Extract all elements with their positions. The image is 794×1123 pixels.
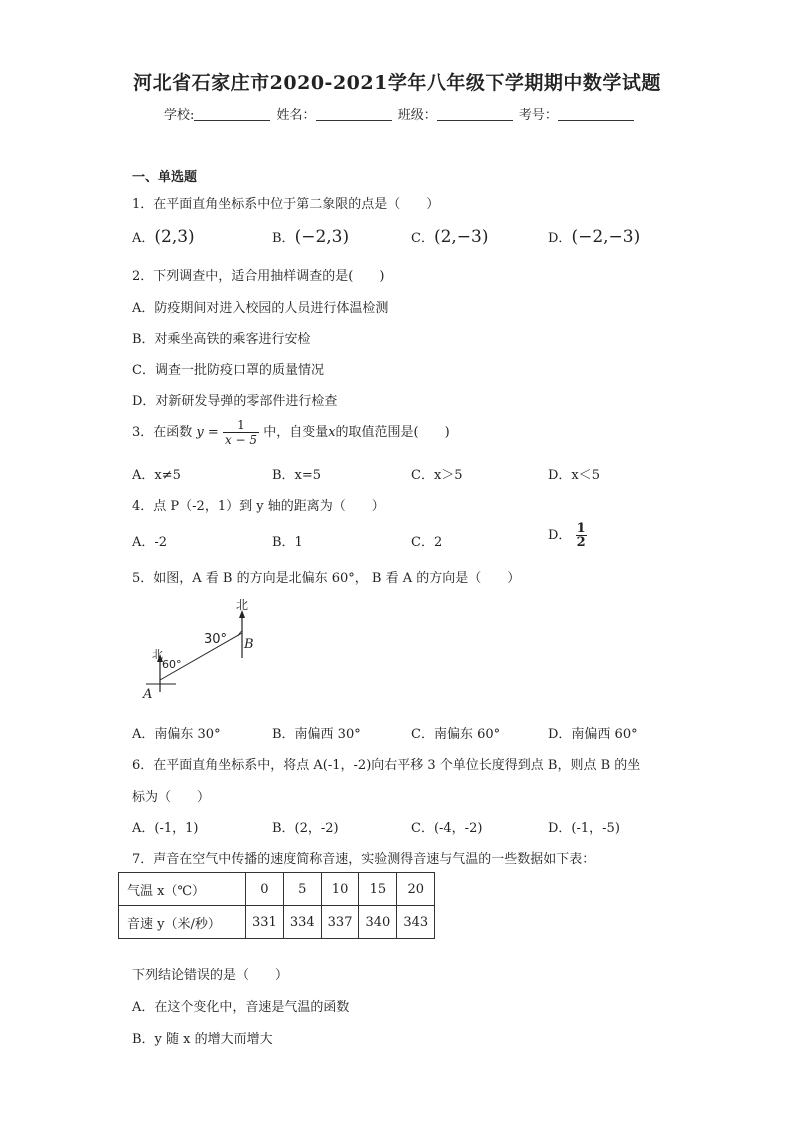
id-blank[interactable] bbox=[558, 108, 634, 121]
q5-option-b: B．南偏西 30° bbox=[272, 727, 361, 742]
q6-option-c: C．(-4，-2) bbox=[411, 821, 483, 836]
class-label: 班级： bbox=[397, 108, 437, 123]
north-label-bottom: 北 bbox=[152, 648, 163, 661]
q7-option-a: A．在这个变化中，音速是气温的函数 bbox=[132, 1000, 350, 1015]
table-row bbox=[119, 873, 435, 906]
table-cell: 15 bbox=[359, 873, 397, 906]
q1-stem: 1．在平面直角坐标系中位于第二象限的点是（ ） bbox=[132, 197, 440, 212]
q3-frac-numerator: 1 bbox=[223, 418, 259, 433]
q1-c-value: (2,−3) bbox=[433, 227, 489, 247]
table-cell: 331 bbox=[246, 906, 284, 939]
q3-frac-denominator: x − 5 bbox=[224, 433, 258, 447]
table-cell: 334 bbox=[283, 906, 321, 939]
ab-segment bbox=[160, 633, 242, 680]
angle-label-30: 30° bbox=[204, 632, 228, 647]
section-heading: 一、单选题 bbox=[132, 170, 198, 185]
point-b-label: B bbox=[244, 637, 254, 652]
q6-stem-line2: 标为（ ） bbox=[132, 790, 211, 805]
name-blank[interactable] bbox=[316, 108, 392, 121]
q1-option-b bbox=[272, 227, 349, 247]
q4-d-label: D． bbox=[548, 528, 572, 543]
q3-stem-pre: 3．在函数 bbox=[132, 425, 193, 440]
angle-label-60: 60° bbox=[162, 658, 182, 671]
q4-d-denominator: 2 bbox=[576, 535, 586, 550]
table-cell: 10 bbox=[321, 873, 359, 906]
name-label: 姓名： bbox=[276, 108, 316, 123]
north-label-top: 北 bbox=[236, 598, 249, 612]
q3-stem: 3．在函数 y = $\frac{1}{x - 5}$ 中，自变量x的取值范围是( ) bbox=[132, 418, 450, 447]
q3-stem-mid: 中，自变量 bbox=[263, 425, 329, 440]
q1-a-value: (2,3) bbox=[154, 227, 195, 247]
q1-b-label: B． bbox=[272, 231, 295, 246]
q6-option-a: A．(-1，1) bbox=[132, 821, 199, 836]
q2-option-c: C．调查一批防疫口罩的质量情况 bbox=[132, 363, 324, 378]
q2-option-b: B．对乘坐高铁的乘客进行安检 bbox=[132, 332, 311, 347]
q3-option-d: D．x＜5 bbox=[548, 468, 601, 483]
q7-question: 下列结论错误的是（ ） bbox=[132, 968, 289, 983]
q3-stem-post: 的取值范围是( ) bbox=[335, 425, 450, 440]
q6-stem-line1: 6．在平面直角坐标系中，将点 A(-1，-2)向右平移 3 个单位长度得到点 B，则点 B 的坐 bbox=[132, 758, 641, 773]
q3-option-a: A．x≠5 bbox=[132, 468, 181, 483]
student-info-line bbox=[164, 104, 636, 123]
table-cell: 340 bbox=[359, 906, 397, 939]
q4-option-a: A．-2 bbox=[132, 535, 168, 550]
q7-option-b: B．y 随 x 的增大而增大 bbox=[132, 1032, 273, 1047]
q7-stem: 7．声音在空气中传播的速度简称音速，实验测得音速与气温的一些数据如下表： bbox=[132, 852, 596, 867]
school-blank[interactable] bbox=[194, 108, 270, 121]
q4-d-fraction bbox=[576, 522, 587, 549]
q2-stem: 2．下列调查中，适合用抽样调查的是( ) bbox=[132, 269, 385, 284]
q1-option-c bbox=[411, 227, 489, 247]
point-a-label: A bbox=[143, 687, 153, 702]
table-row-head: 音速 y（米/秒） bbox=[119, 906, 246, 939]
q1-d-label: D． bbox=[548, 231, 572, 246]
table-row-head: 气温 x（℃） bbox=[119, 873, 246, 906]
q6-option-d: D．(-1，-5) bbox=[548, 821, 620, 836]
table-cell: 337 bbox=[321, 906, 359, 939]
q1-b-value: (−2,3) bbox=[294, 227, 350, 247]
q7-data-table bbox=[118, 872, 435, 939]
q2-option-d: D．对新研发导弹的零部件进行检查 bbox=[132, 394, 338, 409]
q1-c-label: C． bbox=[411, 231, 434, 246]
q1-option-d bbox=[548, 227, 640, 247]
q5-option-a: A．南偏东 30° bbox=[132, 727, 221, 742]
q3-option-b: B．x=5 bbox=[272, 468, 322, 483]
table-cell: 5 bbox=[283, 873, 321, 906]
class-blank[interactable] bbox=[437, 108, 513, 121]
q4-option-c: C．2 bbox=[411, 535, 443, 550]
q4-option-d bbox=[548, 522, 587, 549]
q4-option-b: B．1 bbox=[272, 535, 303, 550]
q4-stem: 4．点 P（-2，1）到 y 轴的距离为（ ） bbox=[132, 499, 385, 514]
q3-var: x bbox=[328, 425, 336, 440]
school-label: 学校: bbox=[164, 108, 195, 123]
q1-a-label: A． bbox=[132, 231, 155, 246]
table-cell: 0 bbox=[246, 873, 284, 906]
q5-stem: 5．如图，A 看 B 的方向是北偏东 60°， B 看 A 的方向是（ ） bbox=[132, 571, 521, 586]
table-cell: 20 bbox=[397, 873, 435, 906]
exam-title: 河北省石家庄市2020-2021学年八年级下学期期中数学试题 bbox=[133, 72, 661, 94]
q1-option-a bbox=[132, 227, 195, 247]
table-row bbox=[119, 906, 435, 939]
q1-d-value: (−2,−3) bbox=[571, 227, 641, 247]
id-label: 考号： bbox=[518, 108, 558, 123]
table-cell: 343 bbox=[397, 906, 435, 939]
q3-fraction bbox=[223, 418, 259, 447]
q3-option-c: C．x＞5 bbox=[411, 468, 463, 483]
q5-option-c: C．南偏东 60° bbox=[411, 727, 501, 742]
q6-option-b: B．(2，-2) bbox=[272, 821, 339, 836]
q3-func-lhs: y bbox=[196, 425, 204, 440]
q5-direction-figure bbox=[140, 596, 270, 704]
q2-option-a: A．防疫期间对进入校园的人员进行体温检测 bbox=[132, 301, 389, 316]
q4-d-numerator: 1 bbox=[576, 521, 586, 536]
q5-option-d: D．南偏西 60° bbox=[548, 727, 638, 742]
